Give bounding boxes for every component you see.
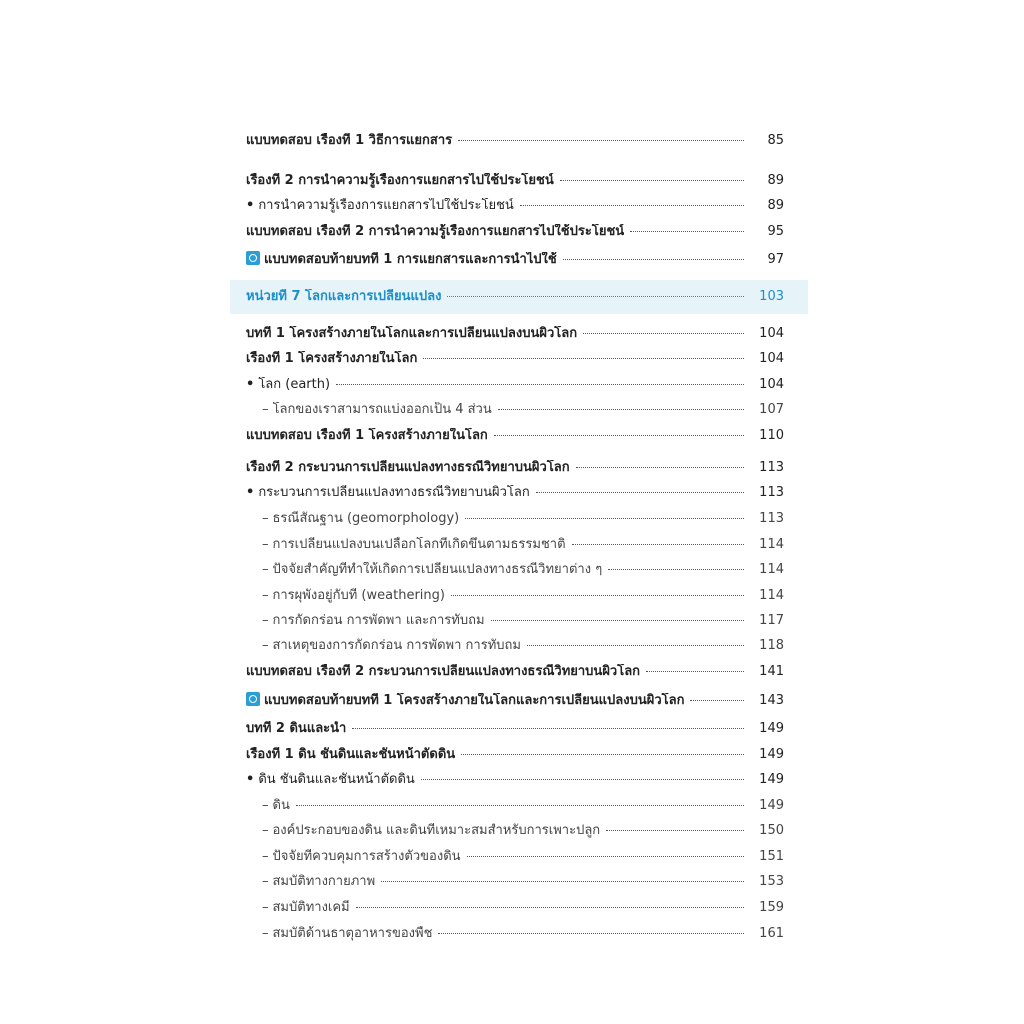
toc-entry-label: สาเหตุของการกัดกร่อน การพัดพา การทับถม [272, 638, 521, 653]
toc-entry-label: การเปลี่ยนแปลงบนเปลือกโลกที่เกิดขึ้นตามธรรมชาติ [272, 537, 566, 552]
toc-entry-page: 117 [759, 613, 784, 628]
dash-icon: – [262, 562, 269, 577]
dot-leader [336, 384, 744, 385]
dash-icon: – [262, 798, 269, 813]
toc-entry [246, 926, 784, 942]
toc-entry-label: เรื่องที่ 1 โครงสร้างภายในโลก [246, 351, 418, 366]
dot-leader [630, 231, 744, 232]
dot-leader [491, 620, 744, 621]
dot-leader [296, 805, 744, 806]
toc-entry-page: 149 [759, 747, 784, 762]
dot-leader [451, 595, 744, 596]
toc-entry-page: 141 [759, 664, 784, 679]
toc-entry-page: 159 [759, 900, 784, 915]
toc-entry [246, 289, 784, 305]
toc-entry-page: 114 [759, 562, 784, 577]
dot-leader [498, 409, 744, 410]
toc-entry [246, 900, 784, 916]
toc-entry-label: แบบทดสอบท้ายบทที่ 1 โครงสร้างภายในโลกและการเปลี่ยนแปลงบนผิวโลก [264, 693, 685, 708]
toc-entry-label: เรื่องที่ 2 การนำความรู้เรื่องการแยกสารไปใช้ประโยชน์ [246, 173, 554, 188]
toc-entry-label: สมบัติทางเคมี [272, 900, 350, 915]
toc-entry-label: หน่วยที่ 7 โลกและการเปลี่ยนแปลง [246, 289, 442, 304]
dot-leader [608, 569, 744, 570]
toc-entry [246, 511, 784, 527]
toc-entry [246, 690, 784, 709]
toc-entry [246, 133, 784, 149]
toc-entry-page: 114 [759, 537, 784, 552]
dot-leader [381, 881, 744, 882]
toc-entry-page: 114 [759, 588, 784, 603]
toc-entry [246, 664, 784, 680]
toc-entry-page: 149 [759, 721, 784, 736]
toc-entry [246, 562, 784, 578]
dash-icon: – [262, 537, 269, 552]
toc-entry-label: สมบัติทางกายภาพ [272, 874, 376, 889]
toc-entry-page: 104 [759, 351, 784, 366]
dot-leader [576, 467, 744, 468]
toc-entry-label: โลกของเราสามารถแบ่งออกเป็น 4 ส่วน [272, 402, 492, 417]
quiz-icon [246, 692, 260, 706]
bullet-icon: • [246, 198, 255, 213]
bullet-icon: • [246, 377, 255, 392]
dot-leader [520, 205, 744, 206]
dot-leader [352, 728, 744, 729]
dot-leader [356, 907, 744, 908]
toc-entry-page: 113 [759, 485, 784, 500]
toc-entry-page: 149 [759, 772, 784, 787]
dash-icon: – [262, 613, 269, 628]
dot-leader [563, 259, 744, 260]
dot-leader [572, 544, 744, 545]
toc-entry-page: 104 [759, 377, 784, 392]
toc-entry-label: การผุพังอยู่กับที่ (weathering) [272, 588, 445, 603]
dot-leader [458, 140, 744, 141]
toc-entry [246, 351, 784, 367]
toc-entry [246, 823, 784, 839]
toc-entry-page: 113 [759, 460, 784, 475]
dash-icon: – [262, 900, 269, 915]
toc-entry-page: 151 [759, 849, 784, 864]
toc-entry [246, 224, 784, 240]
toc-entry [246, 326, 784, 342]
dash-icon: – [262, 402, 269, 417]
toc-entry [246, 849, 784, 865]
toc-entry-page: 113 [759, 511, 784, 526]
dash-icon: – [262, 588, 269, 603]
toc-entry-page: 110 [759, 428, 784, 443]
toc-entry-label: แบบทดสอบ เรื่องที่ 2 การนำความรู้เรื่องการแยกสารไปใช้ประโยชน์ [246, 224, 625, 239]
toc-entry-label: ดิน [272, 798, 290, 813]
toc-entry [246, 537, 784, 553]
toc-entry-page: 85 [767, 133, 784, 148]
toc-entry-label: เรื่องที่ 1 ดิน ชั้นดินและชั้นหน้าตัดดิน [246, 747, 456, 762]
toc-entry [246, 198, 784, 214]
toc-entry-label: ปัจจัยสำคัญที่ทำให้เกิดการเปลี่ยนแปลงทางธรณีวิทยาต่าง ๆ [272, 562, 603, 577]
toc-entry [246, 772, 784, 788]
toc-entry-page: 89 [767, 198, 784, 213]
toc-entry-label: บทที่ 1 โครงสร้างภายในโลกและการเปลี่ยนแปลงบนผิวโลก [246, 326, 578, 341]
dot-leader [438, 933, 744, 934]
toc-entry-label: แบบทดสอบ เรื่องที่ 1 โครงสร้างภายในโลก [246, 428, 488, 443]
quiz-icon [246, 251, 260, 265]
toc-entry-label: เรื่องที่ 2 กระบวนการเปลี่ยนแปลงทางธรณีวิทยาบนผิวโลก [246, 460, 570, 475]
toc-entry-page: 103 [759, 289, 784, 304]
toc-entry [246, 402, 784, 418]
toc-entry-page: 104 [759, 326, 784, 341]
dot-leader [423, 358, 744, 359]
toc-entry-page: 153 [759, 874, 784, 889]
toc-entry-page: 161 [759, 926, 784, 941]
dot-leader [461, 754, 744, 755]
toc-entry [246, 377, 784, 393]
dash-icon: – [262, 511, 269, 526]
toc-entry-page: 149 [759, 798, 784, 813]
toc-entry-page: 107 [759, 402, 784, 417]
dot-leader [646, 671, 744, 672]
toc-entry-label: การนำความรู้เรื่องการแยกสารไปใช้ประโยชน์ [258, 198, 514, 213]
toc-entry [246, 428, 784, 444]
toc-entry [246, 460, 784, 476]
dash-icon: – [262, 638, 269, 653]
toc-entry [246, 249, 784, 268]
dot-leader [467, 856, 744, 857]
toc-entry-page: 89 [767, 173, 784, 188]
dash-icon: – [262, 823, 269, 838]
toc-entry-page: 143 [759, 693, 784, 708]
toc-entry-label: แบบทดสอบ เรื่องที่ 2 กระบวนการเปลี่ยนแปลงทางธรณีวิทยาบนผิวโลก [246, 664, 641, 679]
toc-entry [246, 588, 784, 604]
toc-entry-page: 150 [759, 823, 784, 838]
dash-icon: – [262, 849, 269, 864]
dot-leader [465, 518, 744, 519]
dot-leader [583, 333, 744, 334]
toc-entry-label: โลก (earth) [258, 377, 331, 392]
dash-icon: – [262, 874, 269, 889]
toc-entry [246, 173, 784, 189]
toc-entry-label: สมบัติด้านธาตุอาหารของพืช [272, 926, 433, 941]
toc-entry-label: องค์ประกอบของดิน และดินที่เหมาะสมสำหรับการเพาะปลูก [272, 823, 601, 838]
dot-leader [536, 492, 744, 493]
dot-leader [494, 435, 744, 436]
toc-entry [246, 638, 784, 654]
toc-entry-page: 97 [767, 252, 784, 267]
toc-entry-label: แบบทดสอบ เรื่องที่ 1 วิธีการแยกสาร [246, 133, 453, 148]
toc-entry-label: ปัจจัยที่ควบคุมการสร้างตัวของดิน [272, 849, 461, 864]
toc-entry-label: การกัดกร่อน การพัดพา และการทับถม [272, 613, 485, 628]
toc-entry [246, 747, 784, 763]
bullet-icon: • [246, 485, 255, 500]
dot-leader [421, 779, 744, 780]
dot-leader [447, 296, 744, 297]
dash-icon: – [262, 926, 269, 941]
dot-leader [690, 700, 744, 701]
toc-entry-page: 95 [767, 224, 784, 239]
toc-entry-label: บทที่ 2 ดินและน้ำ [246, 721, 347, 736]
toc-entry [246, 613, 784, 629]
toc-entry [246, 874, 784, 890]
dot-leader [560, 180, 744, 181]
toc-entry-label: ธรณีสัณฐาน (geomorphology) [272, 511, 460, 526]
toc-entry-label: ดิน ชั้นดินและชั้นหน้าตัดดิน [258, 772, 415, 787]
toc-entry [246, 485, 784, 501]
toc-entry-page: 118 [759, 638, 784, 653]
toc-entry [246, 798, 784, 814]
dot-leader [527, 645, 744, 646]
toc-entry-label: กระบวนการเปลี่ยนแปลงทางธรณีวิทยาบนผิวโลก [258, 485, 530, 500]
bullet-icon: • [246, 772, 255, 787]
toc-entry [246, 721, 784, 737]
toc-entry-label: แบบทดสอบท้ายบทที่ 1 การแยกสารและการนำไปใช้ [264, 252, 557, 267]
dot-leader [606, 830, 744, 831]
